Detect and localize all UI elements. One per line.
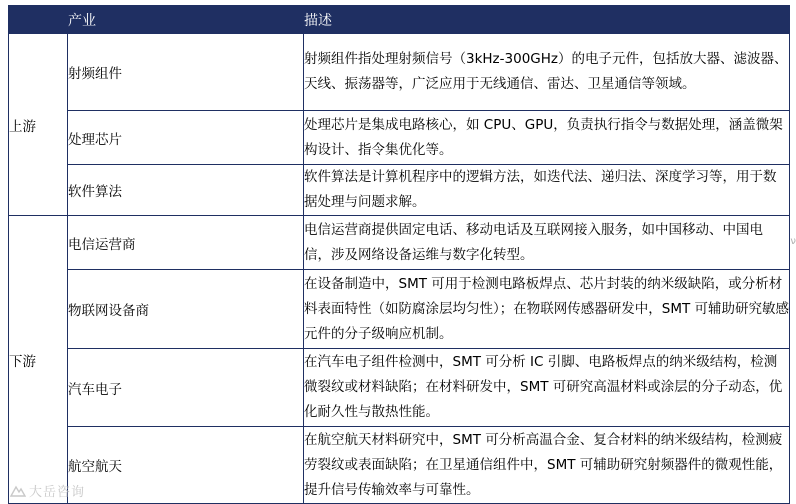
description-cell: 电信运营商提供固定电话、移动电话及互联网接入服务，如中国移动、中国电信，涉及网络设备运维与数字化转型。 <box>304 216 790 270</box>
table-row <box>9 349 790 427</box>
table-row <box>9 427 790 504</box>
table-row <box>9 34 790 111</box>
table-row <box>9 165 790 216</box>
industry-cell: 物联网设备商 <box>68 270 304 349</box>
table-row <box>9 111 790 165</box>
industry-cell: 电信运营商 <box>68 216 304 270</box>
side-mark: ν <box>790 236 796 247</box>
watermark-text: 大岳咨询 <box>29 485 86 500</box>
stage-upstream: 上游 <box>9 34 68 216</box>
industry-cell: 汽车电子 <box>68 349 304 427</box>
table-header-row <box>9 6 790 34</box>
industry-cell: 航空航天 <box>68 427 304 504</box>
industry-chain-table <box>8 5 790 504</box>
industry-cell: 软件算法 <box>68 165 304 216</box>
header-corner-cell <box>9 6 68 34</box>
watermark <box>10 481 85 500</box>
description-cell: 在汽车电子组件检测中，SMT 可分析 IC 引脚、电路板焊点的纳米级结构，检测微裂纹或材料缺陷；在材料研发中，SMT 可研究高温材料或涂层的分子动态，优化耐久性与散热性能。 <box>304 349 790 427</box>
description-cell: 在航空航天材料研究中，SMT 可分析高温合金、复合材料的纳米级结构，检测疲劳裂纹或表面缺陷；在卫星通信组件中，SMT 可辅助研究射频器件的微观性能，提升信号传输效率与可靠性。 <box>304 427 790 504</box>
header-description: 描述 <box>304 6 790 34</box>
description-cell: 射频组件指处理射频信号（3kHz-300GHz）的电子元件，包括放大器、滤波器、天线、振荡器等，广泛应用于无线通信、雷达、卫星通信等领域。 <box>304 34 790 111</box>
logo-mark-icon <box>10 484 26 498</box>
table-row <box>9 270 790 349</box>
header-industry: 产业 <box>68 6 304 34</box>
industry-cell: 处理芯片 <box>68 111 304 165</box>
industry-cell: 射频组件 <box>68 34 304 111</box>
description-cell: 处理芯片是集成电路核心，如 CPU、GPU，负责执行指令与数据处理，涵盖微架构设计、指令集优化等。 <box>304 111 790 165</box>
description-cell: 软件算法是计算机程序中的逻辑方法，如迭代法、递归法、深度学习等，用于数据处理与问题求解。 <box>304 165 790 216</box>
description-cell: 在设备制造中，SMT 可用于检测电路板焊点、芯片封装的纳米级缺陷，或分析材料表面特性（如防腐涂层均匀性）；在物联网传感器研发中，SMT 可辅助研究敏感元件的分子级响应机制。 <box>304 270 790 349</box>
table-row <box>9 216 790 270</box>
stage-downstream: 下游 <box>9 216 68 504</box>
